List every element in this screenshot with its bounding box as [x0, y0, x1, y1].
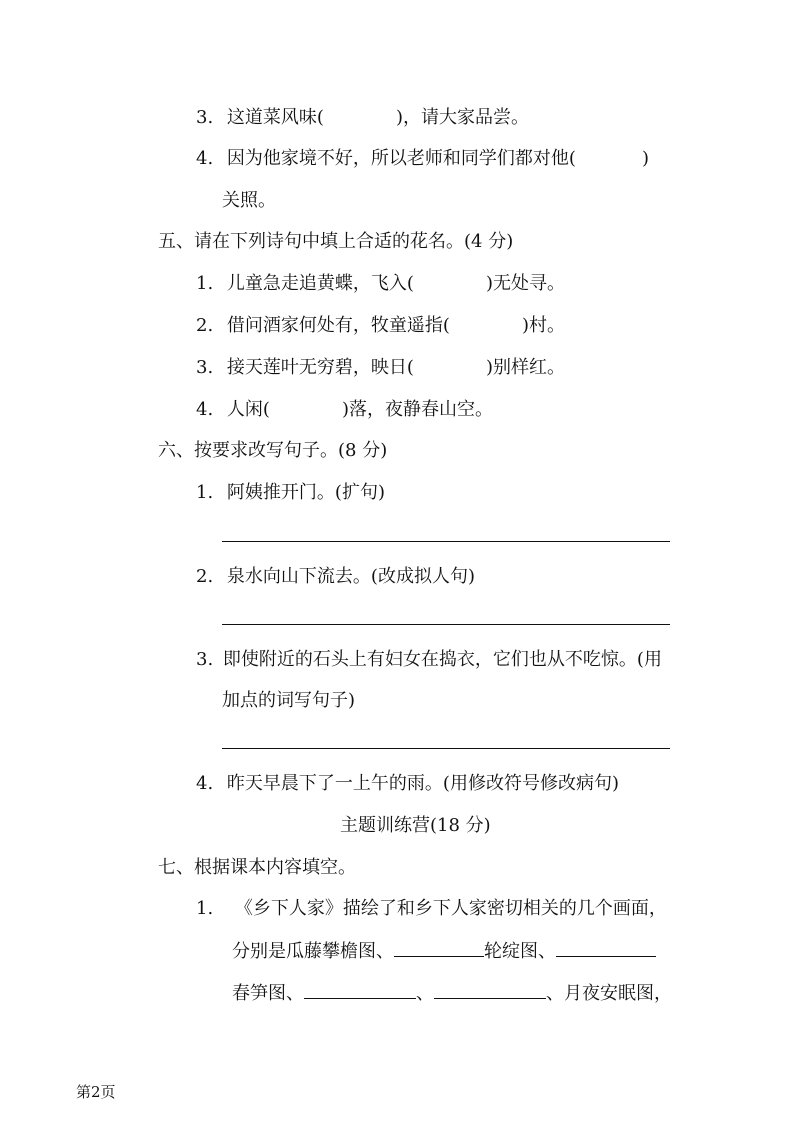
q5-2-text-after: )村。 [521, 315, 565, 336]
q5-4-line [196, 398, 493, 422]
q4-3-text-after: )，请大家品尝。 [395, 107, 529, 128]
q6-1-number: 1. [196, 482, 214, 503]
q5-1-text-after: )无处寻。 [485, 273, 565, 294]
q7-1-line3-b: 、 [416, 983, 434, 1004]
q7-1-line3 [232, 981, 672, 1005]
q7-1-line3-c: 、月夜安眠图， [546, 983, 672, 1004]
q7-1-line3-a: 春笋图、 [232, 983, 304, 1004]
q7-1-blank-4[interactable] [434, 981, 546, 999]
q6-3-line [196, 648, 662, 672]
q7-1-line2 [232, 939, 656, 963]
q6-1-line [196, 481, 385, 505]
q5-3-text-after: )别样红。 [485, 357, 565, 378]
q4-3-number: 3. [196, 107, 214, 128]
q5-3-text-before: 接天莲叶无穷碧，映日( [226, 357, 414, 378]
q5-3-line [196, 356, 565, 380]
q6-1-answer-line[interactable] [222, 541, 670, 542]
q5-1-text-before: 儿童急走追黄蝶，飞入( [226, 273, 414, 294]
q4-4-number: 4. [196, 148, 214, 169]
q7-1-line1 [196, 897, 667, 921]
q5-2-text-before: 借问酒家何处有，牧童遥指( [226, 315, 450, 336]
q5-4-text-before: 人闲( [226, 399, 270, 420]
q6-2-text: 泉水向山下流去。(改成拟人句) [226, 566, 475, 587]
theme-title: 主题训练营(18 分) [340, 815, 491, 836]
q5-4-text-after: )落，夜静春山空。 [341, 399, 493, 420]
q6-2-number: 2. [196, 566, 214, 587]
q6-4-number: 4. [196, 773, 214, 794]
q5-1-line [196, 272, 565, 296]
q4-4-text-after: ) [641, 148, 649, 169]
q6-3-continuation: 加点的词写句子) [222, 690, 356, 711]
q7-1-line2-b: 轮绽图、 [484, 941, 556, 962]
q6-2-answer-line[interactable] [222, 624, 670, 625]
q5-2-line [196, 314, 565, 338]
q7-1-text-line1: 《乡下人家》描绘了和乡下人家密切相关的几个画面， [234, 898, 667, 919]
q6-4-line [196, 772, 619, 796]
q4-4-line [196, 147, 649, 171]
q7-1-blank-3[interactable] [304, 981, 416, 999]
q6-1-text: 阿姨推开门。(扩句) [226, 482, 385, 503]
q6-3-text: 即使附近的石头上有妇女在捣衣，它们也从不吃惊。(用 [222, 649, 662, 670]
q4-4-text-before: 因为他家境不好，所以老师和同学们都对他( [226, 148, 576, 169]
q4-3-line [196, 106, 529, 130]
q5-4-number: 4. [196, 399, 214, 420]
q5-2-number: 2. [196, 315, 214, 336]
section7-heading: 七、根据课本内容填空。 [158, 857, 356, 878]
q4-4-continuation: 关照。 [222, 190, 276, 211]
q6-3-number: 3. [196, 649, 214, 670]
q5-1-number: 1. [196, 273, 214, 294]
section6-heading: 六、按要求改写句子。(8 分) [158, 440, 388, 461]
q6-4-text: 昨天早晨下了一上午的雨。(用修改符号修改病句) [226, 773, 619, 794]
q4-3-text-before: 这道菜风味( [226, 107, 324, 128]
q7-1-number: 1. [196, 898, 214, 919]
q6-3-answer-line[interactable] [222, 748, 670, 749]
page-number: 第2页 [76, 1083, 116, 1101]
q5-3-number: 3. [196, 357, 214, 378]
q7-1-blank-2[interactable] [556, 939, 656, 957]
q6-2-line [196, 565, 475, 589]
section5-heading: 五、请在下列诗句中填上合适的花名。(4 分) [158, 231, 514, 252]
q7-1-line2-a: 分别是瓜藤攀檐图、 [232, 941, 394, 962]
q7-1-blank-1[interactable] [394, 939, 484, 957]
